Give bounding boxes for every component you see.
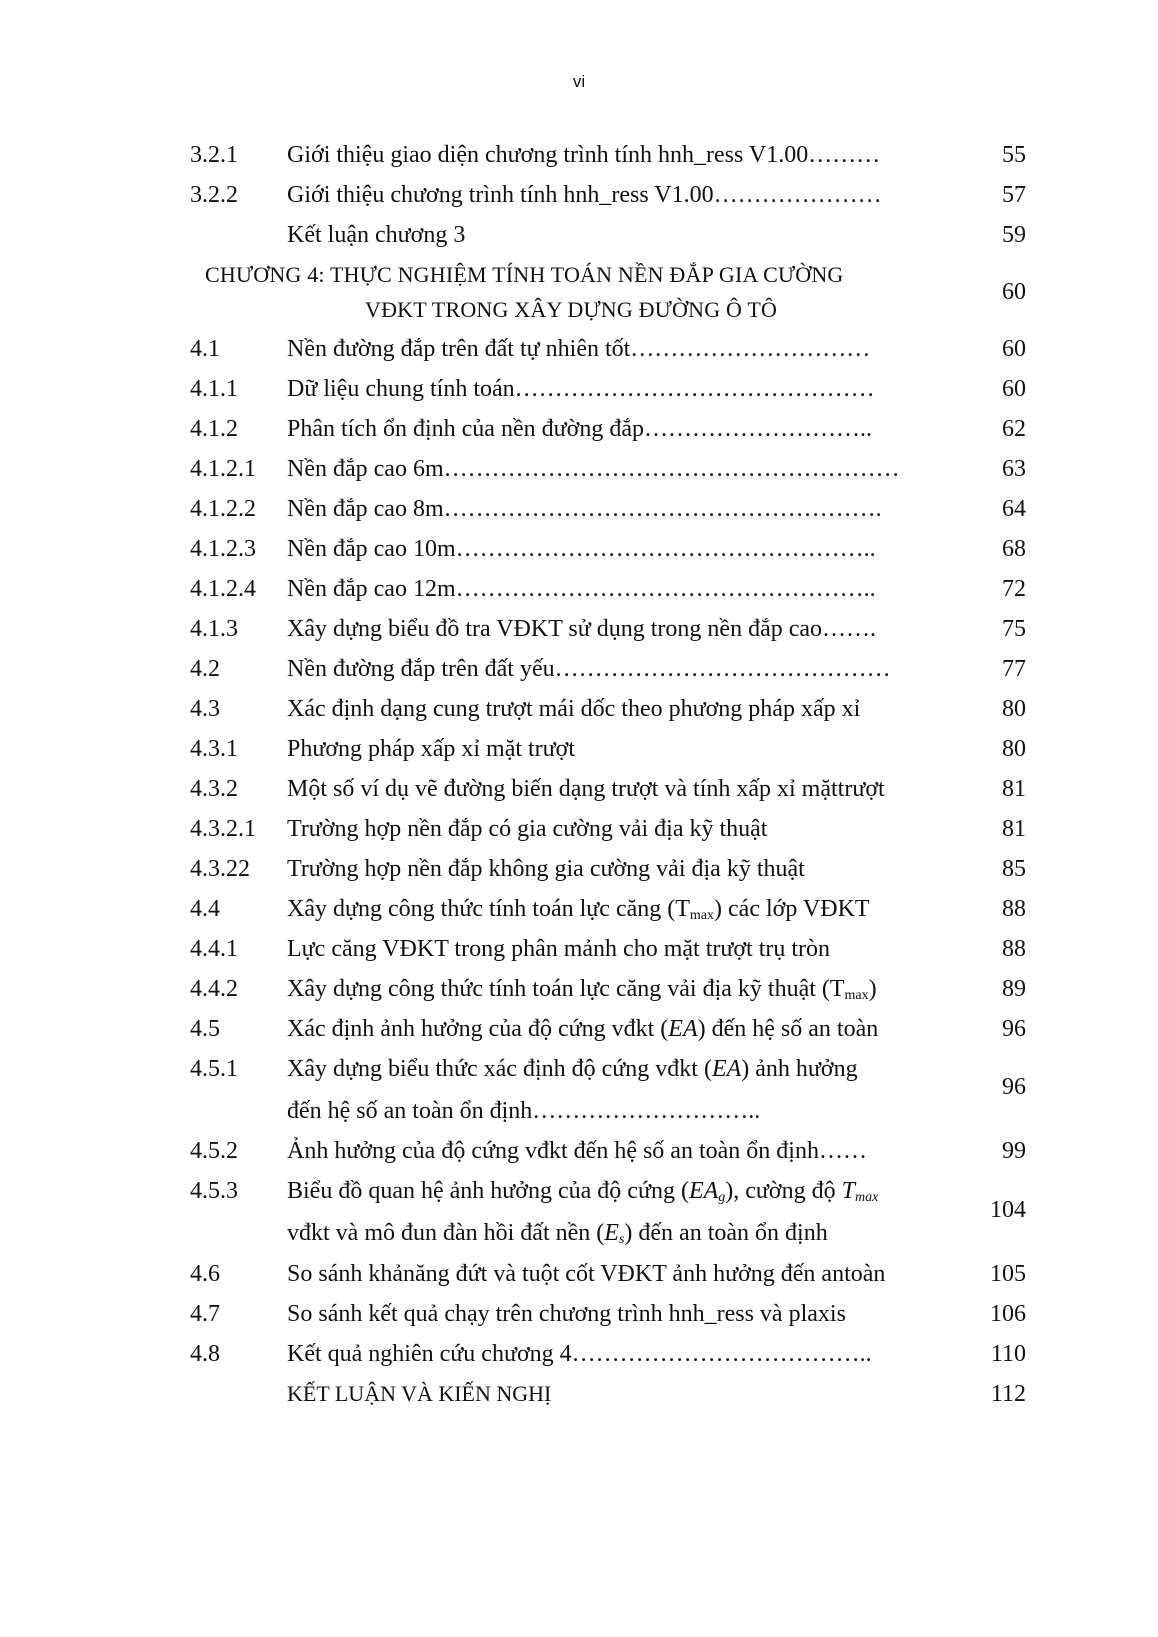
entry-page: 75: [1002, 616, 1026, 642]
title-text: Xây dựng công thức tính toán lực căng (T: [287, 896, 690, 922]
entry-title: [287, 889, 870, 929]
page-number: vi: [572, 72, 586, 91]
entry-page: 80: [1002, 736, 1026, 762]
entry-number: 4.1.2.4: [190, 576, 256, 602]
entry-number: 4.7: [190, 1301, 220, 1327]
entry-page: 89: [1002, 976, 1026, 1002]
entry-title: Trường hợp nền đắp không gia cường vải địa kỹ thuật: [287, 856, 805, 882]
entry-number: 4.4.1: [190, 936, 238, 962]
entry-title: So sánh khảnăng đứt và tuột cốt VĐKT ảnh hưởng đến antoàn: [287, 1261, 886, 1287]
italic-symbol: EA: [711, 1056, 742, 1082]
entry-title: Xác định dạng cung trượt mái dốc theo phương pháp xấp xỉ: [287, 696, 861, 722]
entry-number: 4.3: [190, 696, 220, 722]
entry-page: 77: [1002, 656, 1026, 682]
entry-number: 4.3.2.1: [190, 816, 256, 842]
entry-title: Dữ liệu chung tính toán………………………………………: [287, 376, 875, 402]
entry-number: 4.1: [190, 336, 220, 362]
entry-title: Nền đắp cao 6m…………………………………………………: [287, 456, 900, 482]
entry-page: 85: [1002, 856, 1026, 882]
title-text: ): [868, 976, 877, 1002]
entry-title: Xây dựng biểu đồ tra VĐKT sử dụng trong nền đắp cao…….: [287, 616, 877, 642]
toc-entry: [0, 689, 1158, 729]
entry-page: 96: [1002, 1016, 1026, 1042]
entry-number: 4.5.3: [190, 1178, 238, 1204]
entry-page: 96: [1002, 1074, 1026, 1100]
entry-page: 72: [1002, 576, 1026, 602]
entry-title: Kết quả nghiên cứu chương 4………………………………..: [287, 1341, 872, 1367]
entry-page: 99: [1002, 1138, 1026, 1164]
title-text: Biểu đồ quan hệ ảnh hưởng của độ cứng (: [287, 1178, 689, 1204]
toc-entry: [0, 135, 1158, 175]
toc-entry: [0, 609, 1158, 649]
entry-page: 81: [1002, 816, 1026, 842]
entry-title: So sánh kết quả chạy trên chương trình hnh_ress và plaxis: [287, 1301, 846, 1327]
subscript: s: [618, 1232, 625, 1247]
entry-page: 59: [1002, 222, 1026, 248]
title-text: Xây dựng biểu thức xác định độ cứng vđkt (: [287, 1056, 712, 1082]
toc-entry: [0, 215, 1158, 255]
entry-page: 60: [1002, 279, 1026, 305]
entry-page: 88: [1002, 936, 1026, 962]
entry-page: 105: [990, 1261, 1026, 1287]
entry-title: [287, 1213, 828, 1253]
entry-title: đến hệ số an toàn ổn định………………………..: [287, 1098, 761, 1124]
entry-title: Giới thiệu giao diện chương trình tính hnh_ress V1.00………: [287, 142, 881, 168]
entry-title: [287, 1009, 878, 1049]
toc-entry: [0, 729, 1158, 769]
entry-number: 4.1.2: [190, 416, 238, 442]
toc-entry-continuation: [0, 1091, 1158, 1131]
toc-entry: [0, 849, 1158, 889]
entry-title: Lực căng VĐKT trong phân mảnh cho mặt trượt trụ tròn: [287, 936, 831, 962]
entry-title: Phân tích ổn định của nền đường đắp………………………..: [287, 416, 872, 442]
toc-entry: [0, 1334, 1158, 1374]
entry-number: 4.5: [190, 1016, 220, 1042]
subscript: max: [854, 1190, 879, 1205]
entry-title: Phương pháp xấp xỉ mặt trượt: [287, 736, 576, 762]
toc-entry: [0, 649, 1158, 689]
toc-entry: [0, 769, 1158, 809]
entry-number: 4.4: [190, 896, 220, 922]
entry-number: 3.2.2: [190, 182, 238, 208]
italic-symbol: E: [604, 1220, 619, 1246]
toc-entry: [0, 489, 1158, 529]
title-text: ) đến hệ số an toàn: [697, 1016, 879, 1042]
entry-number: 4.1.1: [190, 376, 238, 402]
title-text: ) các lớp VĐKT: [714, 896, 870, 922]
toc-entry: [0, 969, 1158, 1009]
entry-title: Ảnh hưởng của độ cứng vđkt đến hệ số an toàn ổn định……: [287, 1138, 867, 1164]
title-text: vđkt và mô đun đàn hồi đất nền (: [287, 1220, 605, 1246]
entry-page: 104: [990, 1197, 1026, 1223]
title-text: ) đến an toàn ổn định: [624, 1220, 828, 1246]
italic-symbol: EA: [688, 1178, 719, 1204]
entry-page: 88: [1002, 896, 1026, 922]
title-text: Xác định ảnh hưởng của độ cứng vđkt (: [287, 1016, 669, 1042]
entry-title: Nền đắp cao 10m……………………………………………..: [287, 536, 876, 562]
chapter-title-line1: CHƯƠNG 4: THỰC NGHIỆM TÍNH TOÁN NỀN ĐẮP GIA CƯỜNG: [205, 262, 844, 287]
entry-title: Kết luận chương 3: [287, 222, 466, 248]
toc-entry: [0, 1254, 1158, 1294]
toc-entry: [0, 369, 1158, 409]
entry-title: Nền đắp cao 12m……………………………………………..: [287, 576, 876, 602]
entry-title: [287, 969, 877, 1009]
entry-number: 4.1.3: [190, 616, 238, 642]
subscript: max: [689, 908, 715, 923]
toc-entry: [0, 1374, 1158, 1414]
toc-entry: [0, 529, 1158, 569]
entry-number: 4.5.2: [190, 1138, 238, 1164]
toc-entry: [0, 1009, 1158, 1049]
toc-entry: [0, 329, 1158, 369]
entry-page: 64: [1002, 496, 1026, 522]
chapter-title-line2: VĐKT TRONG XÂY DỰNG ĐƯỜNG Ô TÔ: [365, 297, 778, 322]
entry-title: Nền đường đắp trên đất yếu……………………………………: [287, 656, 891, 682]
entry-page: 68: [1002, 536, 1026, 562]
entry-number: 4.8: [190, 1341, 220, 1367]
toc-entry-continuation: [0, 1213, 1158, 1253]
toc-entry: [0, 929, 1158, 969]
subscript: max: [844, 988, 869, 1003]
entry-title: Giới thiệu chương trình tính hnh_ress V1.00…………………: [287, 182, 882, 208]
entry-title: KẾT LUẬN VÀ KIẾN NGHỊ: [287, 1381, 552, 1406]
entry-title: Trường hợp nền đắp có gia cường vải địa kỹ thuật: [287, 816, 768, 842]
toc-entry: [0, 569, 1158, 609]
italic-symbol: T: [841, 1178, 855, 1204]
entry-number: 4.3.1: [190, 736, 238, 762]
entry-number: 4.4.2: [190, 976, 238, 1002]
entry-page: 80: [1002, 696, 1026, 722]
title-text: ) ảnh hưởng: [741, 1056, 858, 1082]
toc-entry: [0, 809, 1158, 849]
entry-number: 4.3.2: [190, 776, 238, 802]
entry-page: 60: [1002, 376, 1026, 402]
entry-number: 4.1.2.2: [190, 496, 256, 522]
toc-entry: [0, 1294, 1158, 1334]
entry-page: 55: [1002, 142, 1026, 168]
entry-page: 57: [1002, 182, 1026, 208]
entry-number: 4.2: [190, 656, 220, 682]
toc-entry: [0, 889, 1158, 929]
entry-title: Một số ví dụ vẽ đường biến dạng trượt và tính xấp xỉ mặttrượt: [287, 776, 885, 802]
entry-number: 3.2.1: [190, 142, 238, 168]
toc-entry: [0, 1131, 1158, 1171]
entry-page: 62: [1002, 416, 1026, 442]
entry-title: Nền đắp cao 8m……………………………………………….: [287, 496, 882, 522]
title-text: Xây dựng công thức tính toán lực căng vải địa kỹ thuật (T: [287, 976, 845, 1002]
entry-page: 112: [990, 1381, 1026, 1407]
entry-number: 4.1.2.3: [190, 536, 256, 562]
title-text: ), cường độ: [725, 1178, 842, 1204]
entry-page: 110: [990, 1341, 1026, 1367]
entry-page: 106: [990, 1301, 1026, 1327]
entry-number: 4.3.22: [190, 856, 250, 882]
entry-number: 4.6: [190, 1261, 220, 1287]
toc-entry: [0, 409, 1158, 449]
chapter-heading: [0, 290, 1158, 330]
subscript: g: [718, 1190, 726, 1205]
entry-page: 63: [1002, 456, 1026, 482]
entry-number: 4.5.1: [190, 1056, 238, 1082]
entry-title: Nền đường đắp trên đất tự nhiên tốt…………………………: [287, 336, 871, 362]
italic-symbol: EA: [668, 1016, 698, 1042]
entry-page: 81: [1002, 776, 1026, 802]
toc-entry: [0, 175, 1158, 215]
entry-number: 4.1.2.1: [190, 456, 256, 482]
toc-entry: [0, 449, 1158, 489]
entry-page: 60: [1002, 336, 1026, 362]
